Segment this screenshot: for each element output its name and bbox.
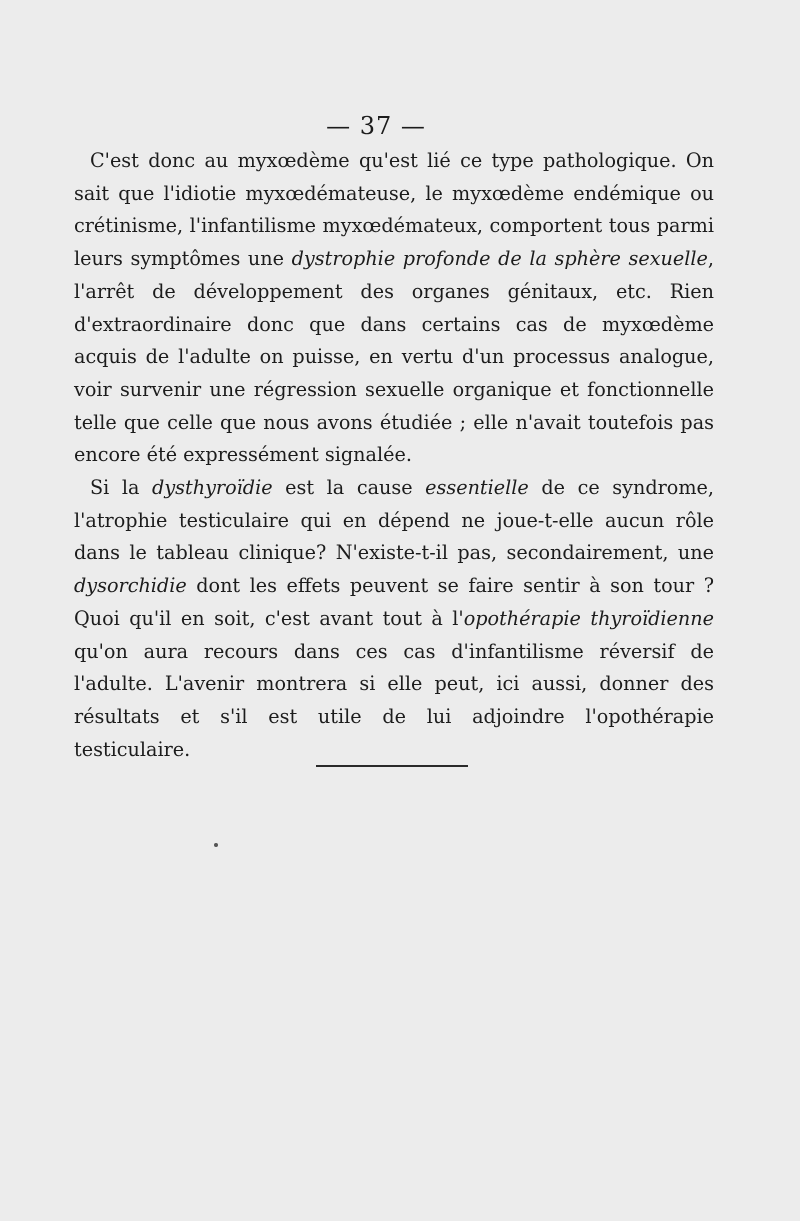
ink-speck <box>214 843 218 847</box>
paragraph-2 <box>74 472 714 766</box>
text-run: , l'arrêt de développement des organes génitaux, etc. Rien d'extraordinaire donc que dans certains cas de myxœdème acquis de l'adulte on puisse, en vertu d'un processus analogue, voir survenir une régression sexuelle organique et fonctionnelle telle que celle que nous avons étudiée ; elle n'avait toutefois pas encore été expressément signalée. <box>74 247 715 467</box>
italic-text: dysorchidie <box>74 574 187 598</box>
text-run: qu'on aura recours dans ces cas d'infantilisme réversif de l'adulte. L'avenir montrera si elle peut, ici aussi, donner des résultats et s'il est utile de lui adjoindre l'opothérapie testiculaire. <box>74 639 714 761</box>
paragraph-1 <box>74 145 714 472</box>
text-run: Si la <box>90 476 153 500</box>
text-run: de ce syndrome, l'atrophie testiculaire qui en dépend ne joue-t-elle aucun rôle dans le tableau clinique? N'existe-t-il pas, secondairement, une <box>74 476 714 565</box>
text-run: dont les effets peuvent se faire sentir à son tour ? Quoi qu'il en soit, c'est avant tout à l' <box>74 574 714 630</box>
section-rule <box>316 765 468 767</box>
italic-text: opothérapie thyroïdienne <box>463 606 714 630</box>
body-text <box>74 145 714 766</box>
text-run: est la cause <box>272 476 426 500</box>
italic-text: dystrophie profonde de la sphère sexuelle <box>291 247 708 271</box>
italic-text: dysthyroïdie <box>152 476 273 500</box>
italic-text: essentielle <box>425 476 529 500</box>
page-number: — 37 — <box>326 112 426 140</box>
text-run: C'est donc au myxœdème qu'est lié ce type pathologique. On sait que l'idiotie myxœdémateuse, le myxœdème endémique ou crétinisme, l'infantilisme myxœdémateux, comportent tous parmi leurs symptômes une <box>74 149 714 271</box>
